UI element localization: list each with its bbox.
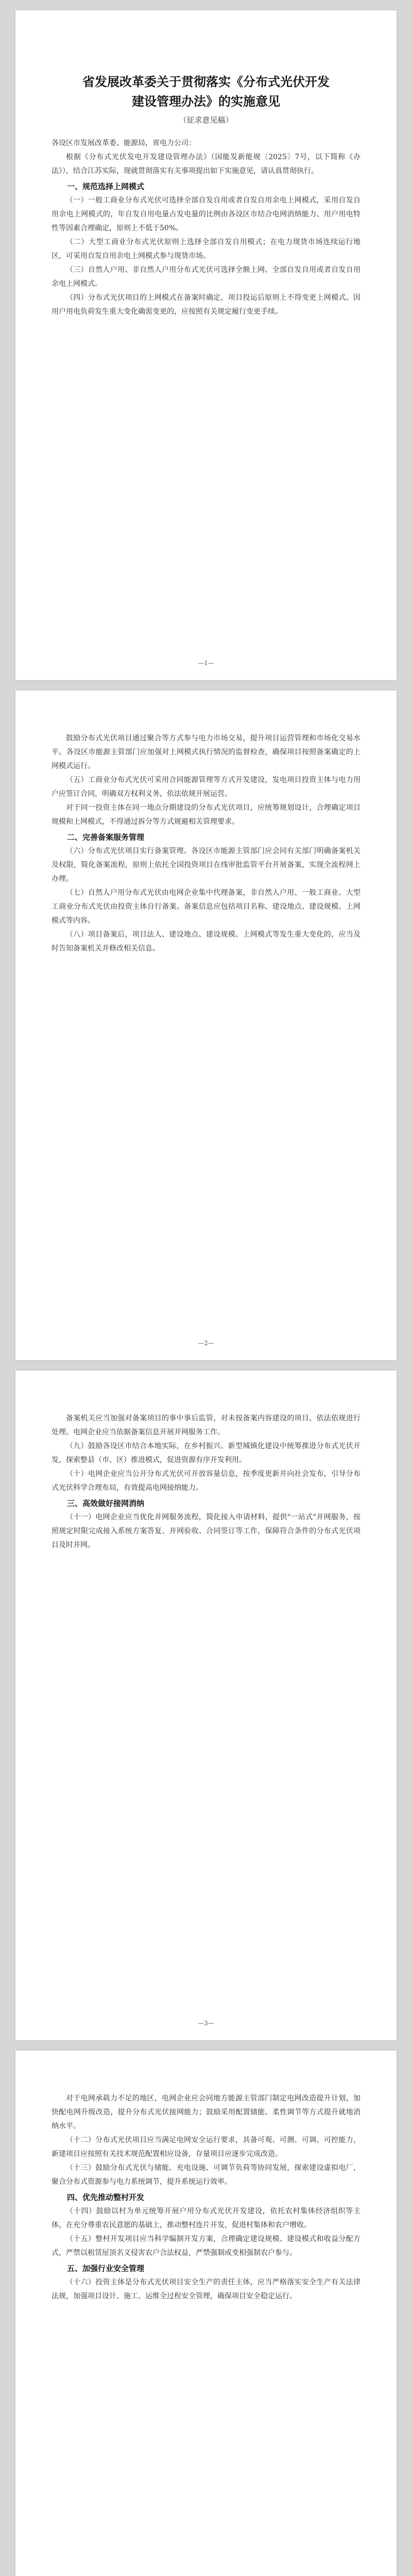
document-page-1 — [15, 10, 397, 680]
paragraph: （七）自然人户用分布式光伏由电网企业集中代理备案，非自然人户用、一般工商业、大型工商业分布式光伏由投资主体自行备案。备案信息应包括项目名称、建设地点、建设规模、上网模式等内容。 — [52, 889, 360, 925]
title-line-2: 建设管理办法》的实施意见 — [132, 94, 280, 109]
section-heading-1: 一、规范选择上网模式 — [67, 182, 145, 191]
paragraph: （三）自然人户用、非自然人户用分布式光伏可选择全额上网、全部自发自用或者自发自用余电上网模式。 — [52, 266, 360, 288]
document-page-3 — [15, 1370, 397, 2040]
intro-paragraph: 根据《分布式光伏发电开发建设管理办法》（国能发新能规〔2025〕7号，以下简称《办法》），结合江苏实际，现就贯彻落实有关事项提出如下实施意见，请认真贯彻执行。 — [52, 153, 360, 175]
page-number: —1— — [198, 659, 214, 667]
paragraph: （十二）分布式光伏项目应当满足电网安全运行要求，具备可观、可测、可调、可控能力，新建项目应按照有关技术规范配置相应设备，存量项目应逐步完成改造。 — [52, 2136, 360, 2158]
paragraph: （十一）电网企业应当优化并网服务流程，简化接入申请材料，提供"一站式"并网服务，按照规定时限完成接入系统方案答复、并网验收、合同签订等工作，保障符合条件的分布式光伏项目及时并网。 — [52, 1513, 360, 1549]
paragraph: 鼓励分布式光伏项目通过聚合等方式参与电力市场交易，提升项目运营管理和市场化交易水平。各设区市能源主管部门应加强对上网模式执行情况的监督检查，确保项目按照备案确定的上网模式运行。 — [52, 734, 360, 770]
paragraph: 备案机关应当加强对备案项目的事中事后监管，对未按备案内容建设的项目，依法依规进行处理。电网企业应当依据备案信息开展并网服务工作。 — [52, 1414, 360, 1436]
section-heading-2: 二、完善备案服务管理 — [67, 833, 145, 842]
document-page-4 — [15, 2050, 397, 2576]
paragraph: （八）项目备案后，项目法人、建设地点、建设规模、上网模式等发生重大变化的，应当及时告知备案机关并修改相关信息。 — [52, 930, 360, 953]
paragraph: （十三）鼓励分布式光伏与储能、充电设施、可调节负荷等协同发展，探索建设虚拟电厂，聚合分布式资源参与电力系统调节，提升系统运行效率。 — [52, 2164, 360, 2186]
document-page-2 — [15, 690, 397, 1360]
document-title — [52, 72, 360, 111]
page-number: —2— — [198, 1340, 214, 1347]
section-heading-5: 五、加强行业安全管理 — [67, 2264, 145, 2273]
title-line-1: 省发展改革委关于贯彻落实《分布式光伏开发 — [82, 75, 330, 89]
page-number: —3— — [198, 2020, 214, 2027]
paragraph: （九）鼓励各设区市结合本地实际，在乡村振兴、新型城镇化建设中统筹推进分布式光伏开发，探索整县（市、区）推进模式，促进资源有序开发利用。 — [52, 1442, 360, 1464]
paragraph: 对于电网承载力不足的地区，电网企业应会同地方能源主管部门制定电网改造提升计划，加快配电网升级改造，提升分布式光伏接网能力；鼓励采用配置储能、柔性调节等方式提升就地消纳水平。 — [52, 2094, 360, 2130]
paragraph: （十五）整村开发项目应当科学编制开发方案，合理确定建设规模、建设模式和收益分配方式，严禁以租赁屋顶名义侵害农户合法权益，严禁强制或变相强制农户参与。 — [52, 2235, 360, 2257]
paragraph: （十）电网企业应当公开分布式光伏可开放容量信息，按季度更新并向社会发布，引导分布式光伏科学合理布局，有效提高电网接纳能力。 — [52, 1470, 360, 1492]
paragraph: （十六）投资主体是分布式光伏项目安全生产的责任主体，应当严格落实安全生产有关法律法规，加强项目设计、施工、运维全过程安全管理，确保项目安全稳定运行。 — [52, 2278, 360, 2300]
paragraph: （五）工商业分布式光伏可采用合同能源管理等方式开发建设，发电项目投资主体与电力用户应签订合同，明确双方权利义务，依法依规开展运营。 — [52, 776, 360, 798]
section-heading-3: 三、高效做好接网消纳 — [67, 1499, 145, 1508]
addressee: 各设区市发展改革委、能源局，省电力公司： — [52, 139, 196, 147]
paragraph: （二）大型工商业分布式光伏原则上选择全部自发自用模式；在电力现货市场连续运行地区，可采用自发自用余电上网模式参与现货市场。 — [52, 238, 360, 260]
paragraph: （六）分布式光伏项目实行备案管理。各设区市能源主管部门应会同有关部门明确备案机关及权限，简化备案流程，原则上依托全国投资项目在线审批监管平台开展备案，实现全流程网上办理。 — [52, 847, 360, 883]
paragraph: （一）一般工商业分布式光伏可选择全部自发自用或者自发自用余电上网模式，采用自发自用余电上网模式的，年自发自用电量占发电量的比例由各设区市结合电网消纳能力、用户用电特性等因素合理确定，原则上不低于50%。 — [52, 196, 360, 232]
paragraph: 对于同一投资主体在同一地点分期建设的分布式光伏项目，应统筹规划设计，合理确定项目规模和上网模式，不得通过拆分等方式规避相关管理要求。 — [52, 804, 360, 826]
paragraph: （十四）鼓励以村为单元统筹开展户用分布式光伏开发建设，依托农村集体经济组织等主体，在充分尊重农民意愿的基础上，推动整村连片开发，促进村集体和农户增收。 — [52, 2207, 360, 2229]
draft-subtitle: （征求意见稿） — [179, 115, 233, 125]
section-heading-4: 四、优先推动整村开发 — [67, 2193, 145, 2202]
paragraph: （四）分布式光伏项目的上网模式在备案时确定，项目投运后原则上不得变更上网模式。因用户用电负荷发生重大变化确需变更的，应按照有关规定履行变更手续。 — [52, 294, 360, 316]
